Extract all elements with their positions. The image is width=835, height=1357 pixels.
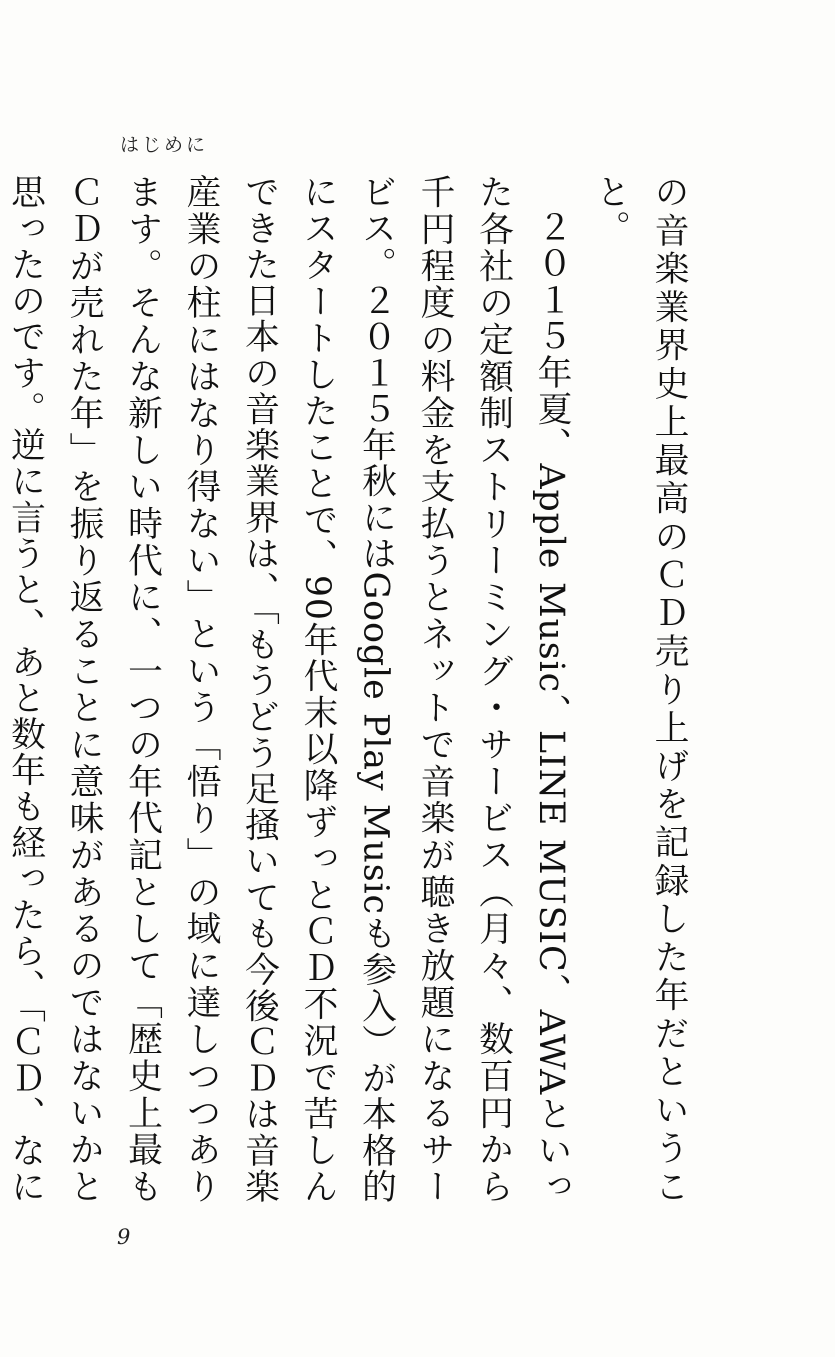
vertical-body-text <box>4 174 697 1204</box>
paragraph: ２０１５年夏、Apple Music、LINE MUSIC、AWAといった各社の定額制ストリーミング・サービス（月々、数百円から千円程度の料金を支払うとネットで音楽が聴き放題になるサービス。２０１５年秋にはGoogle Play Musicも参入）が本格的にスタートしたことで、90年代末以降ずっとＣＤ不況で苦しんできた日本の音楽業界は、「もうどう足掻いても今後ＣＤは音楽産業の柱にはなり得ない」という「悟り」の域に達しつつあります。そんな新しい時代に、一つの年代記として「歴史上最もＣＤが売れた年」を振り返ることに意味があるのではないかと思ったのです。逆に言うと、あと数年も経ったら、「ＣＤ、なに <box>4 174 571 1204</box>
page-number: 9 <box>117 1225 131 1249</box>
running-header: はじめに <box>120 134 209 156</box>
paragraph-continuation: の音楽業界史上最高のＣＤ売り上げを記録した年だということ。 <box>589 174 688 1204</box>
